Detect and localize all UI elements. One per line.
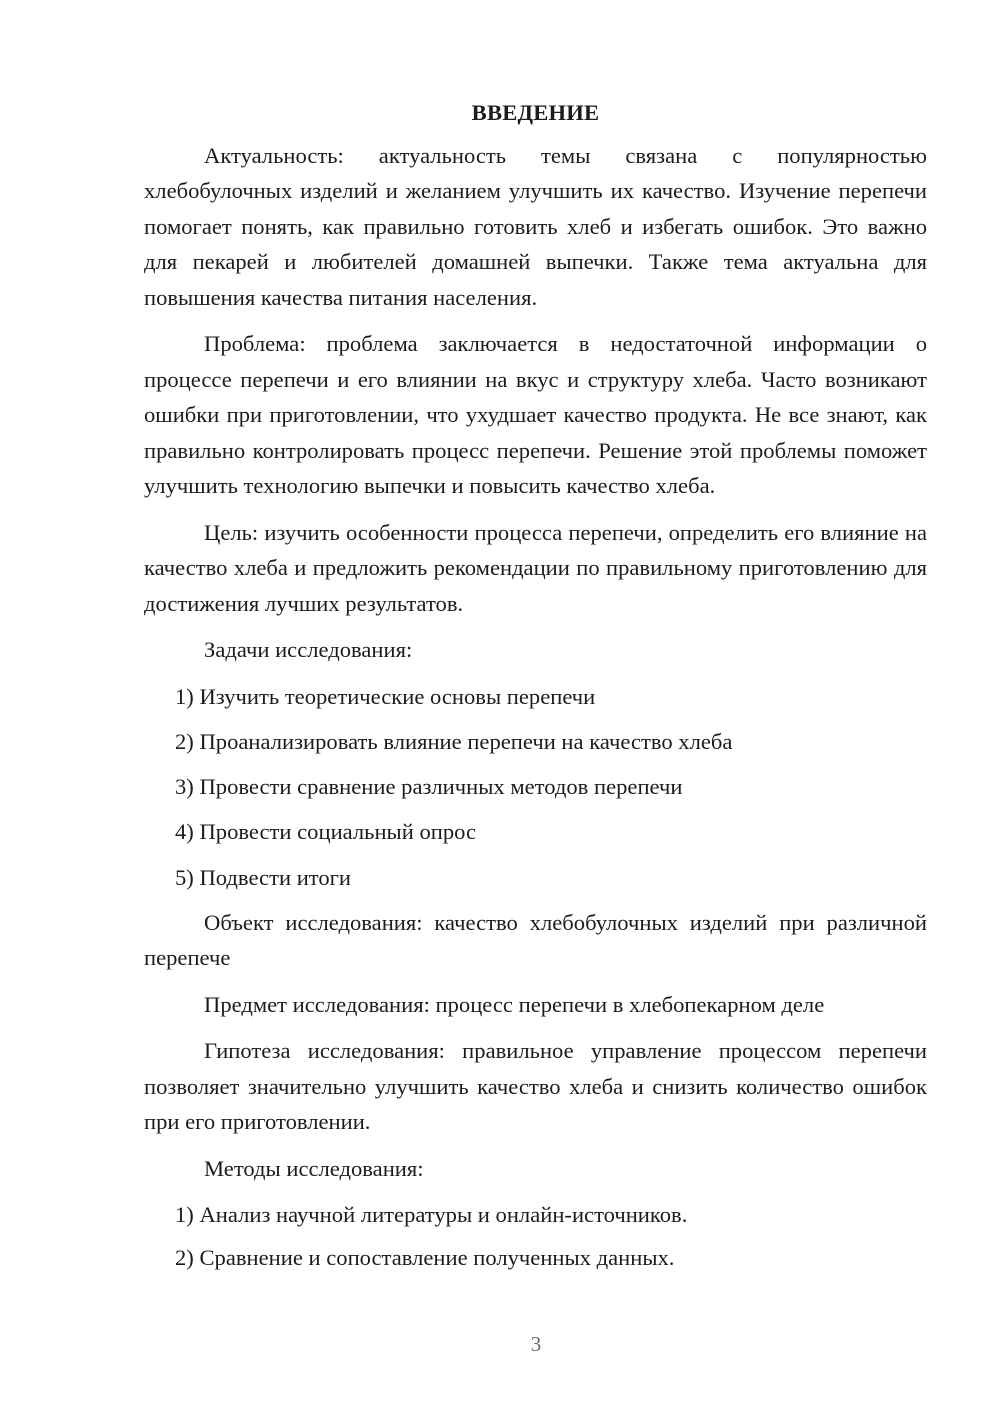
subject-paragraph: Предмет исследования: процесс перепечи в хлебопекарном деле [204,991,825,1017]
list-item: 1) Изучить теоретические основы перепечи [175,683,596,709]
goal-paragraph: Цель: изучить особенности процесса перепечи, определить его влияние на качество хлеба и предложить рекомендации по правильному приготовлению для достижения лучших результатов. [144,519,927,616]
relevance-paragraph: Актуальность: актуальность темы связана с популярностью хлебобулочных изделий и желанием улучшить их качество. Изучение перепечи помогает понять, как правильно готовить хлеб и избегать ошибок. Это важно для пекарей и любителей домашней выпечки. Также тема актуальна для повышения качества питания населения. [144,142,927,310]
list-item: 1) Анализ научной литературы и онлайн-источников. [175,1202,688,1228]
section-title: ВВЕДЕНИЕ [471,100,600,125]
list-item: 3) Провести сравнение различных методов перепечи [175,774,683,800]
hypothesis-paragraph: Гипотеза исследования: правильное управление процессом перепечи позволяет значительно улучшить качество хлеба и снизить количество ошибок при его приготовлении. [144,1038,927,1135]
tasks-list [144,679,927,896]
list-item: 2) Сравнение и сопоставление полученных данных. [175,1244,675,1270]
list-item: 4) Провести социальный опрос [175,819,477,845]
list-item: 5) Подвести итоги [175,864,352,890]
problem-paragraph: Проблема: проблема заключается в недостаточной информации о процессе перепечи и его влиянии на вкус и структуру хлеба. Часто возникают ошибки при приготовлении, что ухудшает качество продукта. Не все знают, как правильно контролировать процесс перепечи. Решение этой проблемы поможет улучшить технологию выпечки и повысить качество хлеба. [144,331,927,498]
page-number: 3 [530,1332,542,1356]
methods-heading: Методы исследования: [204,1155,424,1181]
tasks-heading: Задачи исследования: [204,637,413,662]
methods-list [144,1197,927,1275]
page-content [144,95,927,1282]
list-item: 2) Проанализировать влияние перепечи на качество хлеба [175,728,733,754]
object-paragraph: Объект исследования: качество хлебобулочных изделий при различной перепече [144,909,927,971]
